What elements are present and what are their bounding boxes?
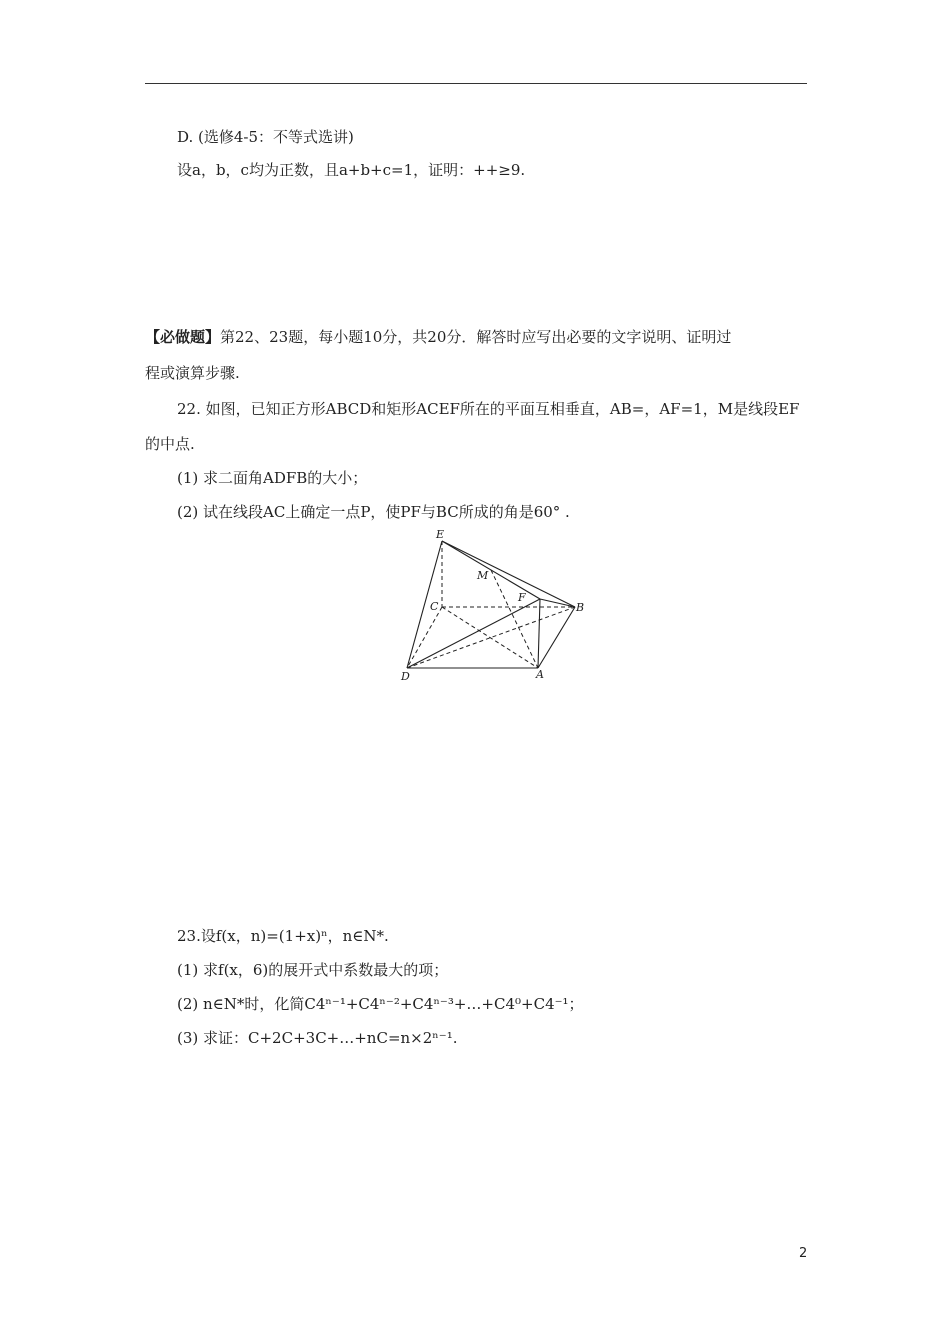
required-section-line2: 程或演算步骤. <box>145 364 240 382</box>
edge-FA <box>538 599 540 668</box>
required-section-line1 <box>145 327 731 347</box>
edge-CA <box>442 607 538 668</box>
q23-part3: (3) 求证：C+2C+3C+…+nC=n×2ⁿ⁻¹. <box>177 1029 458 1047</box>
edge-AB <box>538 607 575 668</box>
section-d-problem: 设a，b，c均为正数，且a+b+c=1，证明：++≥9. <box>177 161 526 179</box>
required-text: 第22、23题，每小题10分，共20分．解答时应写出必要的文字说明、证明过 <box>220 328 732 346</box>
q22-stem-line2: 的中点. <box>145 435 195 453</box>
section-d-heading: D. (选修4-5：不等式选讲) <box>177 128 354 146</box>
header-rule <box>145 83 807 84</box>
page-number: 2 <box>799 1246 808 1261</box>
q23-stem: 23.设f(x，n)=(1+x)ⁿ，n∈N*. <box>177 927 389 945</box>
q22-part2: (2) 试在线段AC上确定一点P，使PF与BC所成的角是60° . <box>177 503 570 521</box>
label-A: A <box>536 668 544 681</box>
q23-part2: (2) n∈N*时，化简C4ⁿ⁻¹+C4ⁿ⁻²+C4ⁿ⁻³+…+C4⁰+C4⁻¹； <box>177 995 584 1013</box>
label-M: M <box>477 569 489 582</box>
label-D: D <box>401 670 410 683</box>
label-B: B <box>576 601 585 614</box>
required-tag: 【必做题】 <box>145 328 221 346</box>
edge-EB <box>442 541 575 607</box>
label-E: E <box>436 528 445 541</box>
label-F: F <box>518 591 526 604</box>
label-C: C <box>430 600 439 613</box>
geometry-figure <box>395 527 595 685</box>
q22-stem-line1: 22. 如图，已知正方形ABCD和矩形ACEF所在的平面互相垂直，AB=，AF=1，M是线段EF <box>177 400 800 418</box>
q22-part1: (1) 求二面角ADFB的大小； <box>177 469 368 487</box>
q23-part1: (1) 求f(x，6)的展开式中系数最大的项； <box>177 961 449 979</box>
edge-DB <box>407 607 575 668</box>
edge-FB <box>540 599 575 607</box>
